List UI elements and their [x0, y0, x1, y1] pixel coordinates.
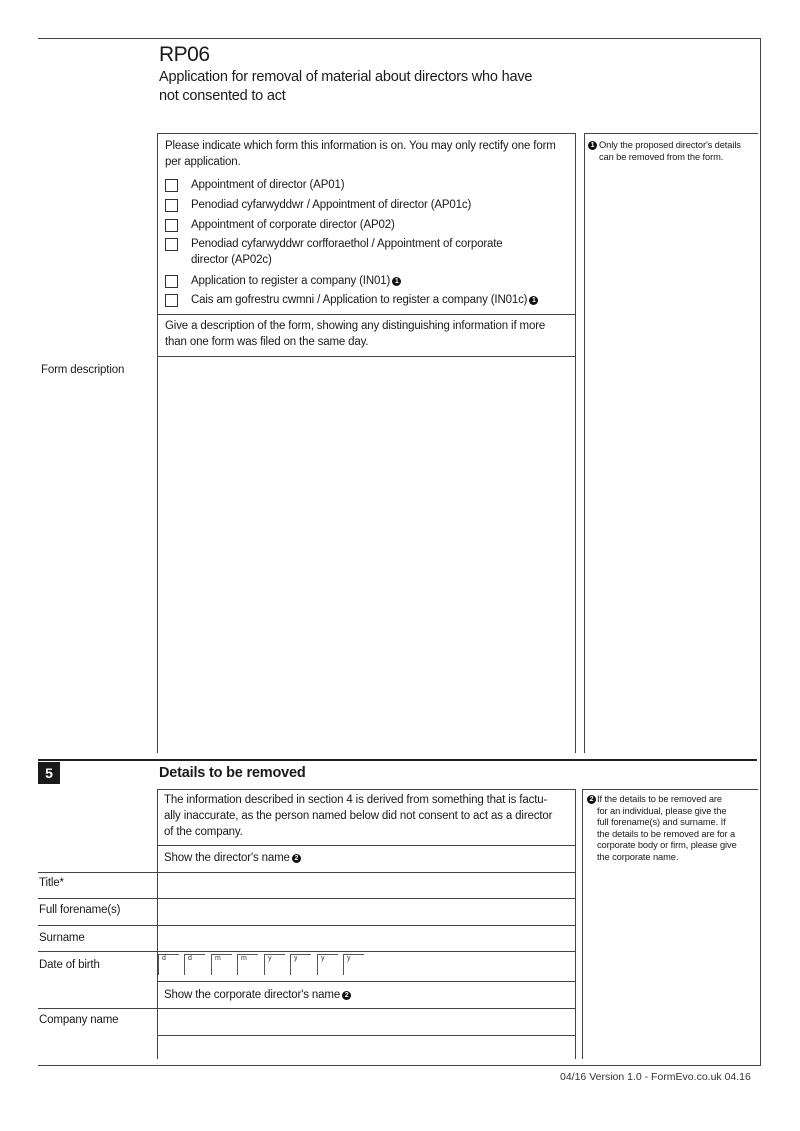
dob-day-2[interactable]: [184, 954, 205, 975]
option-ap02-label: Appointment of corporate director (AP02): [191, 219, 395, 231]
bottom-rule: [38, 1065, 761, 1066]
company-name-input-1[interactable]: [158, 1009, 575, 1035]
option-in01-label: Application to register a company (IN01): [191, 275, 391, 287]
dob-placeholder: d: [188, 955, 192, 962]
section5-heading: Details to be removed: [159, 765, 306, 781]
option-ap01-label: Appointment of director (AP01): [191, 179, 345, 191]
note-2-line6: the corporate name.: [597, 851, 679, 862]
option-ap02c-label2: director (AP02c): [191, 254, 272, 266]
forenames-label: Full forename(s): [39, 904, 121, 916]
note1-top-rule: [584, 133, 758, 134]
form-title-line1: Application for removal of material about directors who have: [159, 69, 533, 85]
top-rule: [38, 38, 761, 39]
dob-placeholder: m: [215, 955, 221, 962]
section4-right-border: [575, 133, 576, 753]
dob-label: Date of birth: [39, 959, 100, 971]
section4-top-rule: [157, 133, 576, 134]
dob-placeholder: y: [347, 955, 351, 962]
forenames-input[interactable]: [158, 899, 575, 925]
checkbox-in01[interactable]: [165, 275, 178, 288]
checkbox-ap01[interactable]: [165, 179, 178, 192]
dob-placeholder: d: [162, 955, 166, 962]
note-1-icon: 1: [588, 141, 597, 150]
section4-instruction-line1: Please indicate which form this information is on. You may only rectify one form: [165, 140, 556, 152]
option-in01c-label: Cais am gofrestru cwmni / Application to register a company (IN01c): [191, 294, 528, 306]
note-2-badge: 2: [292, 854, 301, 863]
dob-rule: [157, 981, 576, 982]
dob-year-3[interactable]: [317, 954, 338, 975]
section4-instruction-line2: per application.: [165, 156, 241, 168]
dob-year-2[interactable]: [290, 954, 311, 975]
form-description-textarea[interactable]: [158, 357, 575, 753]
checkbox-ap02c[interactable]: [165, 238, 178, 251]
footer-version: 04/16 Version 1.0 - FormEvo.co.uk 04.16: [560, 1071, 751, 1083]
section5-number-badge: 5: [38, 762, 60, 784]
dob-month-2[interactable]: [237, 954, 258, 975]
show-director-name-label: Show the director's name: [164, 852, 290, 864]
checkbox-in01c[interactable]: [165, 294, 178, 307]
checkbox-ap02[interactable]: [165, 219, 178, 232]
dob-month-1[interactable]: [211, 954, 232, 975]
dob-placeholder: y: [294, 955, 298, 962]
note-1-badge: 1: [529, 296, 538, 305]
form-code: RP06: [159, 43, 210, 66]
dob-year-1[interactable]: [264, 954, 285, 975]
title-input[interactable]: [158, 873, 575, 898]
note-2-line4: the details to be removed are for a: [597, 828, 736, 839]
note-2: [587, 794, 757, 863]
description-prompt-line2: than one form was filed on the same day.: [165, 336, 369, 348]
section5-intro-line3: of the company.: [164, 826, 243, 838]
note2-top-rule: [582, 789, 758, 790]
option-ap02c-label: Penodiad cyfarwyddwr corfforaethol / Appointment of corporate: [191, 238, 503, 250]
title-label: Title*: [39, 877, 64, 889]
note2-left-border: [582, 789, 583, 1059]
section5-intro-divider: [157, 845, 576, 846]
note-1: [588, 140, 756, 163]
section5-right-border: [575, 789, 576, 1059]
section5-intro-top-rule: [157, 789, 576, 790]
note-2-icon: 2: [587, 795, 596, 804]
section5-intro-line1: The information described in section 4 is derived from something that is factu-: [164, 794, 548, 806]
section4-divider: [157, 314, 576, 315]
right-border: [760, 38, 761, 1066]
note-2-line5: corporate body or firm, please give: [597, 840, 737, 850]
note-2-line1: If the details to be removed are: [597, 794, 722, 804]
description-prompt-line1: Give a description of the form, showing any distinguishing information if more: [165, 320, 546, 332]
note-2-line3: full forename(s) and surname. If: [597, 817, 726, 827]
dob-placeholder: y: [268, 955, 272, 962]
dob-placeholder: y: [321, 955, 325, 962]
form-title-line2: not consented to act: [159, 88, 286, 104]
form-description-label: Form description: [41, 364, 125, 376]
dob-placeholder: m: [241, 955, 247, 962]
section5-top-rule: [38, 759, 757, 761]
company-name-input-2[interactable]: [158, 1036, 575, 1059]
dob-year-4[interactable]: [343, 954, 364, 975]
section5-intro-line2: ally inaccurate, as the person named below did not consent to act as a director: [164, 810, 553, 822]
checkbox-ap01c[interactable]: [165, 199, 178, 212]
dob-day-1[interactable]: [158, 954, 179, 975]
note-1-badge: 1: [392, 277, 401, 286]
note-1-line2: can be removed from the form.: [599, 151, 724, 162]
surname-label: Surname: [39, 932, 85, 944]
company-name-label: Company name: [39, 1014, 119, 1026]
note-2-badge: 2: [342, 991, 351, 1000]
surname-rule: [38, 951, 576, 952]
note-1-line1: Only the proposed director's details: [599, 140, 741, 150]
surname-input[interactable]: [158, 926, 575, 951]
option-ap01c-label: Penodiad cyfarwyddwr / Appointment of director (AP01c): [191, 199, 472, 211]
note1-left-border: [584, 133, 585, 753]
show-corporate-name-label: Show the corporate director's name: [164, 989, 341, 1001]
note-2-line2: for an individual, please give the: [597, 805, 727, 816]
